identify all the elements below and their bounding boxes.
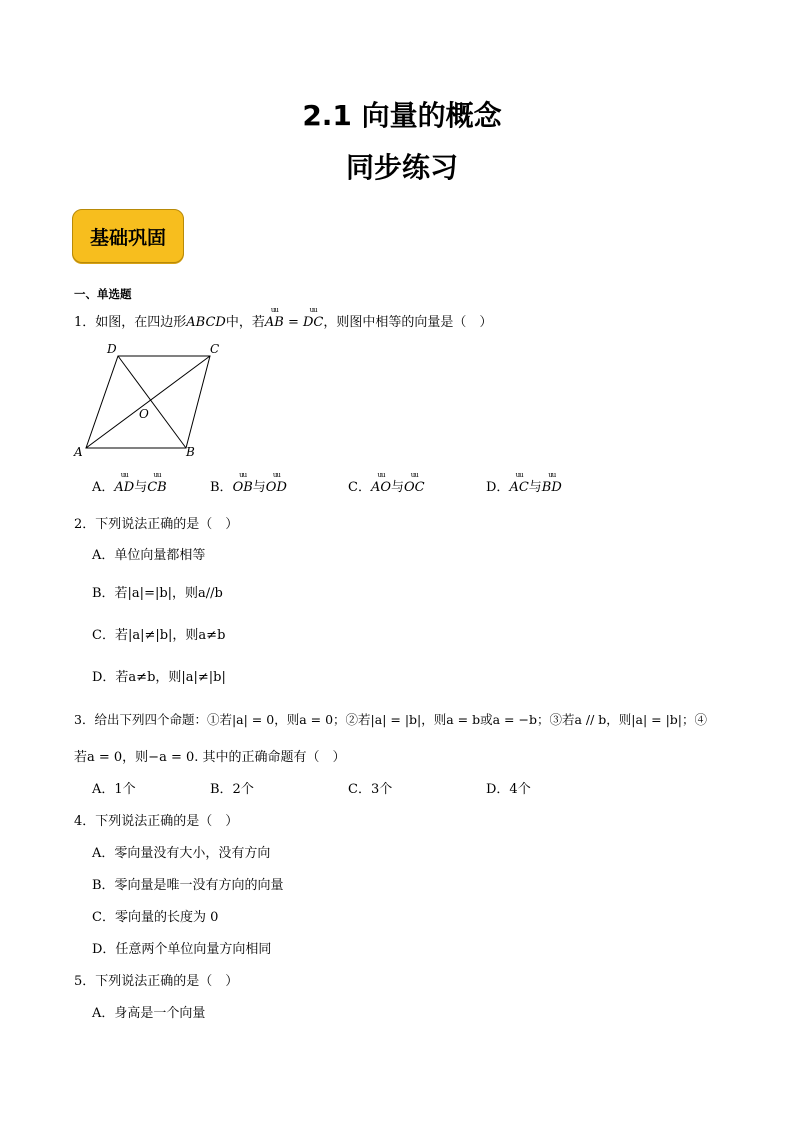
q5-option-a: A．身高是一个向量: [92, 1006, 206, 1021]
q1-option-c-vec1: uu AO: [371, 480, 391, 495]
question-3-line-2: 若a = 0，则−a = 0. 其中的正确命题有（ ）: [74, 750, 346, 765]
page-title: [0, 96, 794, 188]
q1-option-b-label: B．: [210, 480, 233, 495]
q4-option-a: A．零向量没有大小，没有方向: [92, 846, 271, 861]
q1-vector-dc: uu DC: [303, 315, 323, 330]
label-a: A: [74, 445, 83, 459]
label-d: D: [107, 342, 117, 356]
q1-option-c-mid: 与: [391, 480, 405, 495]
q2-option-c: C．若|a|≠|b|，则a≠b: [92, 628, 226, 643]
q4-option-d: D．任意两个单位向量方向相同: [92, 942, 272, 957]
question-3-line-1: 3．给出下列四个命题：①若|a| = 0，则a = 0；②若|a| = |b|，则a = b或a = −b；③若a // b，则|a| = |b|；④: [74, 712, 708, 727]
q1-option-b-vec2: uu OD: [266, 480, 287, 495]
q1-option-a-vec2: uu CB: [147, 480, 167, 495]
q3-option-d: D．4个: [486, 782, 531, 797]
q1-option-a-label: A．: [92, 480, 115, 495]
q1-stem-quad: ABCD: [186, 315, 226, 330]
question-2-stem: 2．下列说法正确的是（ ）: [74, 517, 239, 532]
q1-stem-pre: 1．如图，在四边形: [74, 315, 187, 330]
q3-option-a: A．1个: [92, 782, 136, 797]
q2-option-d: D．若a≠b，则|a|≠|b|: [92, 670, 226, 685]
q1-option-a: [92, 476, 167, 495]
diagonal-ac: [86, 356, 210, 448]
q3-option-c: C．3个: [348, 782, 393, 797]
q1-vector-ab: uu AB: [265, 315, 284, 330]
question-5-stem: 5．下列说法正确的是（ ）: [74, 974, 239, 989]
q2-option-b: B．若|a|=|b|，则a//b: [92, 586, 223, 601]
q1-option-d-mid: 与: [528, 480, 542, 495]
q1-stem-mid: 中，若: [225, 315, 265, 330]
label-c: C: [210, 342, 220, 356]
q2-option-a: A．单位向量都相等: [92, 548, 206, 563]
q1-stem-eq: =: [283, 315, 303, 330]
q1-option-d: [486, 476, 562, 495]
parallelogram-figure: [70, 338, 230, 464]
q3-option-b: B．2个: [210, 782, 254, 797]
q1-option-d-vec2: uu BD: [542, 480, 562, 495]
q1-option-a-vec1: uu AD: [114, 480, 134, 495]
q1-option-b-mid: 与: [252, 480, 266, 495]
q1-option-b-vec1: uu OB: [233, 480, 253, 495]
question-4-stem: 4．下列说法正确的是（ ）: [74, 814, 239, 829]
q1-stem-post: ，则图中相等的向量是（ ）: [323, 315, 493, 330]
q4-option-b: B．零向量是唯一没有方向的向量: [92, 878, 284, 893]
q1-option-d-vec1: uu AC: [509, 480, 528, 495]
label-b: B: [186, 445, 195, 459]
q1-option-b: [210, 476, 287, 495]
q1-option-c-vec2: uu OC: [404, 480, 425, 495]
title-line-1: 2.1 向量的概念: [302, 99, 502, 132]
q1-option-c-label: C．: [348, 480, 371, 495]
question-1-stem: [74, 311, 492, 330]
q4-option-c: C．零向量的长度为 0: [92, 910, 219, 925]
diagonal-db: [118, 356, 186, 448]
q1-option-c: [348, 476, 425, 495]
label-o: O: [139, 407, 149, 421]
section-badge: 基础巩固: [72, 209, 184, 263]
title-line-2: 同步练习: [345, 151, 458, 184]
q1-option-d-label: D．: [486, 480, 510, 495]
section-heading: 一、单选题: [74, 287, 132, 301]
q1-option-a-mid: 与: [134, 480, 148, 495]
